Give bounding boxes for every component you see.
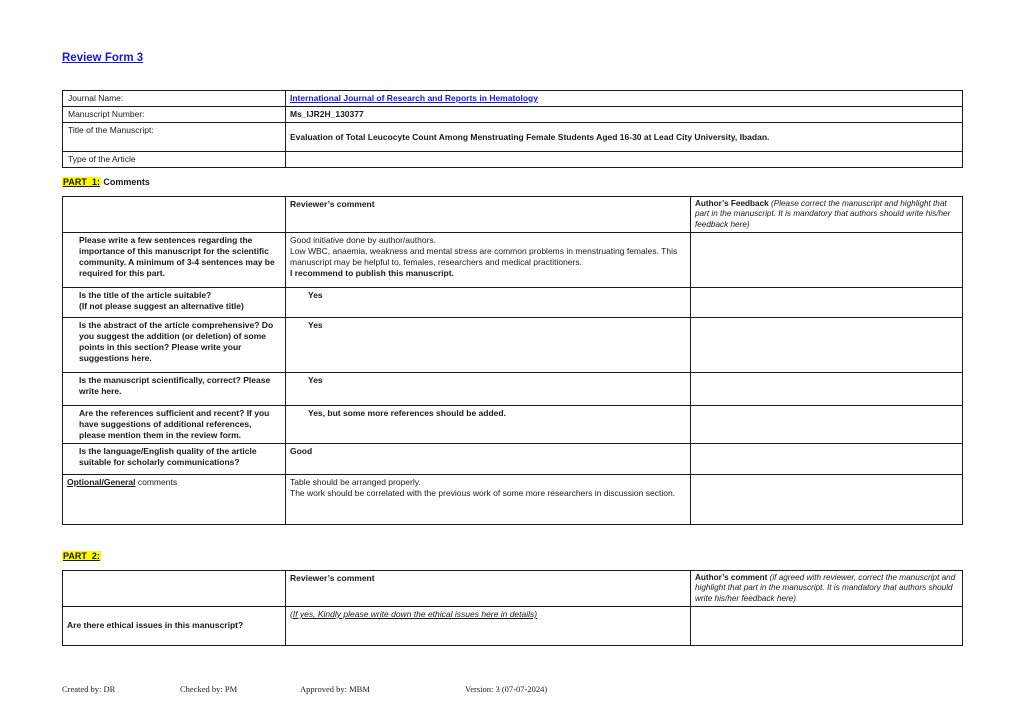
author-feedback-cell — [691, 474, 963, 524]
author-feedback-cell — [691, 317, 963, 372]
manuscript-number-value: Ms_IJR2H_130377 — [286, 107, 963, 123]
comment-line: Good initiative done by author/authors. — [290, 234, 437, 245]
table-row — [63, 372, 963, 405]
question-cell: Please write a few sentences regarding the importance of this manuscript for the scientific community. A minimum of 3-4 sentences may be required for this part. — [63, 232, 286, 287]
table-row — [63, 91, 963, 107]
reviewer-comment-header: Reviewer’s comment — [286, 571, 691, 607]
table-header-row — [63, 571, 963, 607]
author-feedback-cell — [691, 232, 963, 287]
reviewer-comment-header: Reviewer’s comment — [286, 197, 691, 233]
manuscript-title-label: Title of the Manuscript: — [63, 123, 286, 152]
part2-heading-highlight: PART 2: — [63, 551, 100, 561]
empty-header-cell — [63, 571, 286, 607]
optional-comments-label-emph: Optional/General — [67, 476, 136, 487]
footer-version: Version: 3 (07-07-2024) — [465, 684, 548, 694]
footer-checked-by: Checked by: PM — [180, 684, 238, 694]
page-title: Review Form 3 — [62, 52, 144, 64]
optional-comments-label — [63, 474, 286, 524]
author-feedback-cell — [691, 405, 963, 443]
journal-name-link[interactable]: International Journal of Research and Reports in Hematology — [290, 93, 538, 103]
question-cell: Is the language/English quality of the article suitable for scholarly communications? — [63, 443, 286, 474]
comment-recommendation: I recommend to publish this manuscript. — [290, 267, 454, 278]
empty-header-cell — [63, 197, 286, 233]
question-cell — [63, 287, 286, 317]
table-row — [63, 232, 963, 287]
table-row — [63, 287, 963, 317]
article-type-label: Type of the Article — [63, 152, 286, 168]
reviewer-comment-cell: Yes — [286, 317, 691, 372]
question-cell: Is the abstract of the article comprehensive? Do you suggest the addition (or deletion) of some points in this section? Please write your suggestions here. — [63, 317, 286, 372]
manuscript-number-label: Manuscript Number: — [63, 107, 286, 123]
part1-comments-table — [62, 196, 963, 525]
reviewer-comment-cell: Yes — [286, 287, 691, 317]
table-header-row — [63, 197, 963, 233]
journal-name-label: Journal Name: — [63, 91, 286, 107]
author-comment-header-title: Author’s comment — [695, 573, 770, 582]
author-feedback-header-note: (Please correct the manuscript and highlight that part in the manuscript. It is mandatory that authors should write his/her feedback here) — [695, 199, 951, 229]
author-feedback-header-title: Author’s Feedback — [695, 199, 771, 208]
ethical-issues-instruction: (If yes, Kindly please write down the ethical issues here in details) — [286, 606, 691, 645]
reviewer-comment-cell — [286, 474, 691, 524]
ethical-issues-question: Are there ethical issues in this manuscript? — [63, 606, 286, 645]
reviewer-comment-cell: Yes — [286, 372, 691, 405]
table-row — [63, 443, 963, 474]
reviewer-comment-cell: Good — [286, 443, 691, 474]
part1-heading-rest: Comments — [100, 177, 150, 187]
article-type-value — [286, 152, 963, 168]
comment-line: The work should be correlated with the previous work of some more researchers in discussion section. — [290, 487, 676, 498]
question-line: Is the title of the article suitable? — [79, 289, 212, 300]
part2-heading — [62, 551, 101, 561]
footer — [0, 684, 1024, 698]
manuscript-title-value: Evaluation of Total Leucocyte Count Among Menstruating Female Students Aged 16-30 at Lead City University, Ibadan. — [286, 123, 963, 152]
table-row — [63, 317, 963, 372]
comment-line: Low WBC, anaemia, weakness and mental stress are common problems in menstruating females. This manuscript may be helpful to, females, researchers and medical practitioners. — [290, 245, 678, 267]
reviewer-comment-cell: Yes, but some more references should be added. — [286, 405, 691, 443]
author-feedback-cell — [691, 443, 963, 474]
table-row — [63, 405, 963, 443]
manuscript-info-table — [62, 90, 963, 168]
table-row — [63, 474, 963, 524]
footer-created-by: Created by: DR — [62, 684, 116, 694]
table-row — [63, 606, 963, 645]
comment-line: Table should be arranged properly. — [290, 476, 421, 487]
optional-comments-label-rest: comments — [135, 476, 178, 487]
part1-heading-highlight: PART 1: — [63, 177, 100, 187]
author-feedback-header — [691, 197, 963, 233]
question-cell: Is the manuscript scientifically, correct? Please write here. — [63, 372, 286, 405]
author-feedback-cell — [691, 372, 963, 405]
part2-ethics-table — [62, 570, 963, 646]
table-row — [63, 152, 963, 168]
table-row — [63, 123, 963, 152]
reviewer-comment-cell — [286, 232, 691, 287]
part1-heading — [62, 177, 150, 187]
question-cell: Are the references sufficient and recent? If you have suggestions of additional references, please mention them in the review form. — [63, 405, 286, 443]
table-row — [63, 107, 963, 123]
author-comment-cell — [691, 606, 963, 645]
author-comment-header-note: (if agreed with reviewer, correct the manuscript and highlight that part in the manuscript. It is mandatory that authors should write his/her feedback here) — [695, 573, 956, 603]
footer-approved-by: Approved by: MBM — [300, 684, 370, 694]
author-feedback-cell — [691, 287, 963, 317]
question-line: (If not please suggest an alternative title) — [79, 300, 244, 311]
author-comment-header — [691, 571, 963, 607]
